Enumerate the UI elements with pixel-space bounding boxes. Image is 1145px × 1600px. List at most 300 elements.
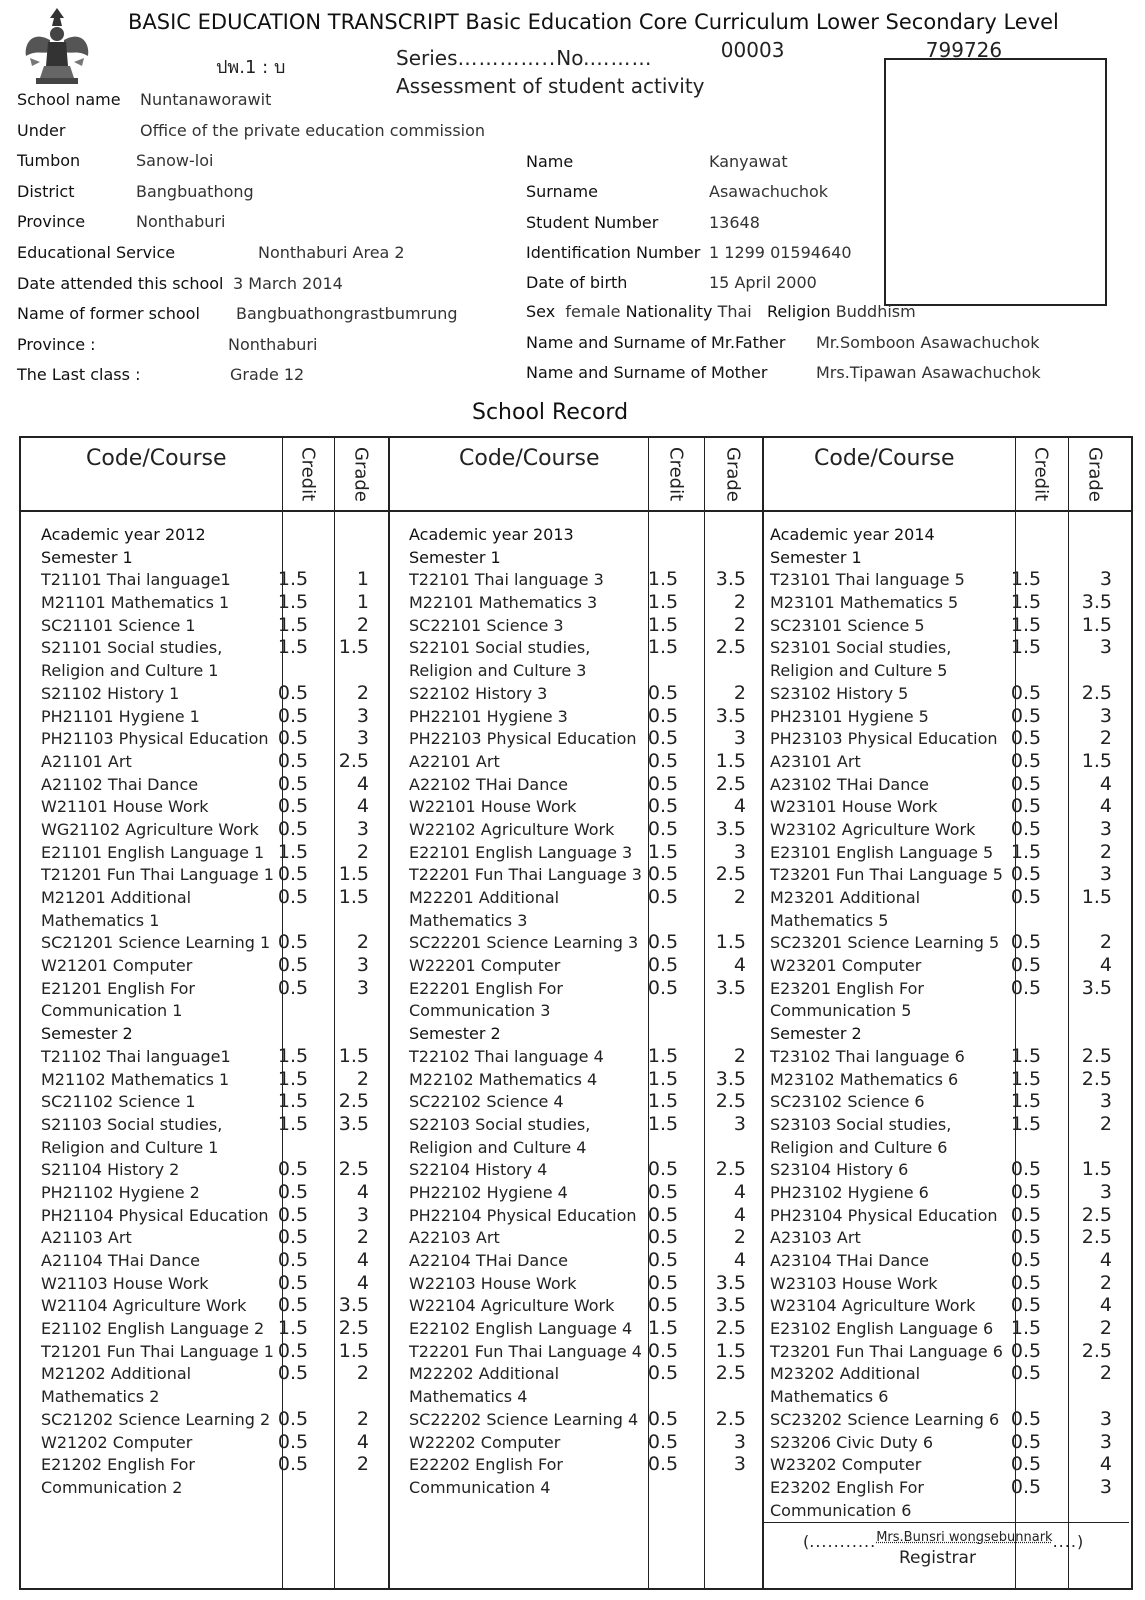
grade-value: 2.5 — [1081, 1226, 1112, 1249]
grade-value: 1 — [356, 591, 369, 614]
grade-value: 3 — [356, 976, 369, 999]
student-info-value: Kanyawat — [709, 152, 788, 171]
course-name: PH22104 Physical Education — [409, 1205, 637, 1225]
student-info-value: 13648 — [709, 213, 760, 232]
student-info-value: 1 1299 01594640 — [709, 243, 852, 262]
school-info-label: Under — [17, 120, 66, 140]
table-row — [409, 683, 759, 706]
table-row — [770, 683, 1125, 706]
table-row — [770, 1250, 1125, 1273]
school-info-label: Tumbon — [17, 151, 81, 171]
table-row — [770, 592, 1125, 615]
header-course-2: Code/Course — [459, 446, 600, 471]
credit-value: 0.5 — [1010, 1339, 1042, 1362]
grade-value: 1.5 — [338, 1044, 369, 1067]
table-row — [770, 1000, 1125, 1023]
course-name: PH22103 Physical Education — [409, 729, 637, 749]
course-name: Mathematics 5 — [770, 910, 889, 930]
grade-value: 3 — [1099, 568, 1112, 591]
course-name: T21201 Fun Thai Language 1 — [41, 865, 274, 885]
credit-value: 0.5 — [1010, 1203, 1042, 1226]
grade-value: 3.5 — [715, 1271, 746, 1294]
credit-value: 0.5 — [277, 1203, 309, 1226]
course-name: T23201 Fun Thai Language 5 — [770, 865, 1003, 885]
credit-value: 0.5 — [277, 727, 309, 750]
table-row — [770, 1091, 1125, 1114]
grade-value: 2 — [733, 1226, 746, 1249]
credit-value: 0.5 — [1010, 795, 1042, 818]
table-row — [409, 1137, 759, 1160]
grade-value: 1.5 — [338, 863, 369, 886]
course-name: A21102 Thai Dance — [41, 774, 199, 794]
school-info-label: Name of former school — [17, 304, 200, 324]
course-name: W22102 Agriculture Work — [409, 819, 615, 839]
credit-value: 0.5 — [647, 1226, 679, 1249]
grade-value: 2 — [1099, 1362, 1112, 1385]
course-name: SC21101 Science 1 — [41, 615, 196, 635]
table-row — [41, 728, 386, 751]
grade-value: 4 — [356, 1271, 369, 1294]
course-name: E21201 English For — [41, 978, 195, 998]
grade-value: 2.5 — [338, 1317, 369, 1340]
grade-value: 1.5 — [715, 931, 746, 954]
course-name: Mathematics 2 — [41, 1387, 160, 1407]
grade-value: 4 — [733, 1180, 746, 1203]
credit-value: 0.5 — [277, 863, 309, 886]
table-row — [41, 1318, 386, 1341]
table-row — [409, 887, 759, 910]
course-name: E22102 English Language 4 — [409, 1319, 633, 1339]
grade-value: 1.5 — [1081, 1158, 1112, 1181]
table-row — [409, 1046, 759, 1069]
table-row — [770, 637, 1125, 660]
credit-value: 0.5 — [1010, 772, 1042, 795]
credit-value: 0.5 — [647, 1453, 679, 1476]
grade-value: 4 — [356, 795, 369, 818]
school-info-value: Bangbuathong — [136, 181, 254, 201]
course-name: S23102 History 5 — [770, 683, 909, 703]
table-row — [41, 1409, 386, 1432]
course-name: W22101 House Work — [409, 797, 577, 817]
grade-value: 2.5 — [715, 1090, 746, 1113]
table-row — [409, 751, 759, 774]
grade-value: 2 — [1099, 840, 1112, 863]
credit-value: 1.5 — [1010, 636, 1042, 659]
credit-value: 0.5 — [1010, 704, 1042, 727]
credit-value: 0.5 — [277, 1453, 309, 1476]
credit-value: 0.5 — [647, 863, 679, 886]
grade-value: 4 — [1099, 1249, 1112, 1271]
table-row — [770, 706, 1125, 729]
table-row — [409, 615, 759, 638]
grade-value: 1.5 — [1081, 749, 1112, 772]
grade-value: 3.5 — [1081, 591, 1112, 614]
school-record-table — [19, 436, 1133, 1590]
grade-value: 3 — [1099, 704, 1112, 727]
course-name: S21104 History 2 — [41, 1160, 180, 1180]
table-row — [409, 774, 759, 797]
course-name: Mathematics 1 — [41, 910, 160, 930]
grade-value: 1.5 — [715, 749, 746, 772]
table-row — [41, 1069, 386, 1092]
grade-value: 2.5 — [1081, 1067, 1112, 1090]
course-name: Mathematics 4 — [409, 1387, 528, 1407]
table-row — [41, 887, 386, 910]
grade-value: 2.5 — [1081, 681, 1112, 704]
credit-value: 1.5 — [1010, 1090, 1042, 1113]
grade-value: 3 — [733, 1430, 746, 1453]
course-name: A23103 Art — [770, 1228, 861, 1248]
course-name: T22102 Thai language 4 — [409, 1046, 604, 1066]
course-name: M23201 Additional — [770, 888, 921, 907]
credit-value: 0.5 — [1010, 1180, 1042, 1203]
grade-value: 2 — [733, 1044, 746, 1067]
grade-value: 4 — [1099, 1453, 1112, 1476]
course-name: Religion and Culture 1 — [41, 661, 219, 681]
course-name: W22104 Agriculture Work — [409, 1296, 615, 1316]
course-name: M21201 Additional — [41, 888, 192, 907]
credit-value: 0.5 — [277, 1180, 309, 1203]
credit-value: 0.5 — [647, 1294, 679, 1317]
year-column-2013 — [409, 524, 759, 1500]
course-name: Communication 3 — [409, 1001, 551, 1021]
table-row — [41, 547, 386, 570]
course-name: T21102 Thai language1 — [41, 1046, 231, 1066]
table-row — [409, 1477, 759, 1500]
course-name: W23101 House Work — [770, 797, 938, 817]
garuda-emblem-icon — [22, 4, 92, 86]
table-row — [409, 1273, 759, 1296]
table-row — [770, 728, 1125, 751]
credit-value: 0.5 — [277, 931, 309, 954]
credit-value: 1.5 — [277, 840, 309, 863]
table-row — [770, 1454, 1125, 1477]
course-name: Religion and Culture 6 — [770, 1137, 948, 1157]
grade-value: 2 — [356, 613, 369, 636]
course-name: T22201 Fun Thai Language 3 — [409, 865, 642, 885]
table-row — [770, 1409, 1125, 1432]
credit-value: 0.5 — [277, 1271, 309, 1294]
header-credit-1: Credit — [297, 446, 319, 502]
credit-value: 1.5 — [1010, 591, 1042, 614]
grade-value: 2 — [733, 591, 746, 614]
course-name: M22202 Additional — [409, 1364, 560, 1384]
school-info-label: The Last class : — [17, 365, 141, 385]
grade-value: 4 — [356, 1180, 369, 1203]
credit-value: 0.5 — [1010, 681, 1042, 704]
table-row — [409, 819, 759, 842]
course-name: S23101 Social studies, — [770, 638, 952, 658]
table-row — [41, 842, 386, 865]
table-row — [409, 728, 759, 751]
grade-value: 2 — [1099, 1271, 1112, 1294]
course-name: Communication 5 — [770, 1001, 912, 1021]
table-row — [770, 1159, 1125, 1182]
header-credit-2: Credit — [665, 446, 687, 502]
grade-value: 3 — [733, 840, 746, 863]
credit-value: 0.5 — [1010, 1453, 1042, 1476]
course-name: E21202 English For — [41, 1455, 195, 1475]
table-row — [770, 1432, 1125, 1455]
table-row — [409, 1182, 759, 1205]
course-name: A22101 Art — [409, 751, 500, 771]
grade-value: 3 — [356, 704, 369, 727]
grade-value: 4 — [733, 1249, 746, 1271]
course-name: Communication 2 — [41, 1477, 183, 1497]
school-info-label: Educational Service — [17, 243, 176, 262]
section-heading: Semester 1 — [770, 547, 862, 567]
credit-value: 0.5 — [1010, 976, 1042, 999]
year-column-2012 — [41, 524, 386, 1500]
no-value: 799726 — [925, 38, 1003, 62]
grade-value: 3.5 — [715, 1294, 746, 1317]
credit-value: 0.5 — [1010, 886, 1042, 908]
course-name: Mathematics 3 — [409, 910, 528, 930]
course-name: A21104 THai Dance — [41, 1251, 200, 1270]
grade-value: 2.5 — [715, 1362, 746, 1385]
course-name: S22102 History 3 — [409, 683, 548, 703]
credit-value: 0.5 — [1010, 1407, 1042, 1430]
table-row — [770, 819, 1125, 842]
table-row — [41, 910, 386, 933]
grade-value: 3.5 — [715, 1067, 746, 1090]
section-heading: Semester 1 — [41, 547, 133, 567]
table-row — [41, 660, 386, 683]
school-info-label: School name — [17, 90, 121, 109]
grade-value: 2.5 — [338, 1158, 369, 1181]
table-row — [770, 978, 1125, 1001]
grade-value: 4 — [733, 954, 746, 977]
course-name: SC22202 Science Learning 4 — [409, 1409, 639, 1429]
credit-value: 0.5 — [1010, 1362, 1042, 1385]
table-row — [770, 660, 1125, 683]
table-row — [409, 569, 759, 592]
table-row — [409, 910, 759, 933]
grade-value: 3 — [1099, 636, 1112, 659]
credit-value: 0.5 — [1010, 749, 1042, 772]
grade-value: 2 — [356, 931, 369, 954]
course-name: W23104 Agriculture Work — [770, 1296, 976, 1316]
grade-value: 3 — [356, 1203, 369, 1226]
section-heading: Academic year 2013 — [409, 525, 574, 544]
table-row — [409, 660, 759, 683]
credit-value: 0.5 — [277, 1158, 309, 1181]
credit-value: 0.5 — [1010, 1226, 1042, 1249]
form-code: ปพ.1 : บ — [216, 57, 286, 78]
course-name: E23202 English For — [770, 1477, 924, 1497]
table-row — [41, 1386, 386, 1409]
credit-value: 0.5 — [1010, 1271, 1042, 1294]
credit-value: 1.5 — [1010, 840, 1042, 863]
table-row — [770, 1114, 1125, 1137]
credit-value: 1.5 — [1010, 1067, 1042, 1090]
table-row — [41, 569, 386, 592]
header-grade-3: Grade — [1084, 446, 1106, 502]
table-row — [770, 1227, 1125, 1250]
grade-value: 3 — [1099, 1430, 1112, 1453]
course-name: SC23101 Science 5 — [770, 615, 925, 635]
credit-value: 1.5 — [277, 1090, 309, 1113]
grade-value: 2 — [1099, 727, 1112, 750]
credit-value: 0.5 — [1010, 1158, 1042, 1181]
grade-value: 3.5 — [715, 568, 746, 591]
course-name: S22104 History 4 — [409, 1160, 548, 1180]
credit-value: 0.5 — [277, 1430, 309, 1453]
course-name: M21101 Mathematics 1 — [41, 593, 230, 613]
table-row — [770, 1341, 1125, 1364]
course-name: PH23101 Hygiene 5 — [770, 706, 929, 726]
grade-value: 3 — [1099, 863, 1112, 886]
registrar-signature: (...........$^{Mrs.Bunsri wongsebunnark}$....) — [803, 1530, 1084, 1551]
parent-value: Mrs.Tipawan Asawachuchok — [816, 363, 1041, 382]
table-row — [770, 1477, 1125, 1500]
credit-value: 1.5 — [1010, 613, 1042, 636]
grade-value: 2.5 — [715, 772, 746, 795]
table-row — [770, 524, 1125, 547]
transcript-title: BASIC EDUCATION TRANSCRIPT Basic Education Core Curriculum Lower Secondary Level — [128, 10, 1059, 34]
course-name: SC23102 Science 6 — [770, 1092, 925, 1112]
table-row — [409, 955, 759, 978]
credit-value: 1.5 — [647, 1044, 679, 1067]
course-name: A23104 THai Dance — [770, 1251, 929, 1270]
student-info-label: Identification Number — [526, 243, 701, 262]
table-row — [41, 615, 386, 638]
credit-value: 1.5 — [277, 591, 309, 614]
course-name: SC21201 Science Learning 1 — [41, 933, 271, 953]
table-row — [409, 1227, 759, 1250]
table-row — [41, 1273, 386, 1296]
school-info-label: Province : — [17, 334, 96, 354]
course-name: SC23201 Science Learning 5 — [770, 933, 1000, 953]
table-row — [41, 1205, 386, 1228]
school-info-value: Grade 12 — [230, 365, 305, 385]
grade-value: 1.5 — [715, 1339, 746, 1362]
school-info-value: Nonthaburi Area 2 — [258, 243, 405, 262]
grade-value: 2.5 — [1081, 1044, 1112, 1067]
credit-value: 0.5 — [277, 1362, 309, 1385]
course-name: A23102 THai Dance — [770, 774, 929, 794]
student-info-value: Asawachuchok — [709, 182, 829, 201]
school-info-label: Date attended this school — [17, 273, 224, 293]
credit-value: 0.5 — [277, 886, 309, 908]
grade-value: 2 — [356, 1407, 369, 1430]
table-row — [409, 1363, 759, 1386]
grade-value: 3 — [1099, 1407, 1112, 1430]
course-name: Religion and Culture 1 — [41, 1137, 219, 1157]
course-name: E23102 English Language 6 — [770, 1319, 994, 1339]
grade-value: 3 — [1099, 1090, 1112, 1113]
table-row — [770, 887, 1125, 910]
credit-value: 0.5 — [647, 681, 679, 704]
credit-value: 0.5 — [647, 1180, 679, 1203]
credit-value: 0.5 — [277, 1249, 309, 1271]
course-name: W21202 Computer — [41, 1432, 193, 1452]
credit-value: 1.5 — [277, 1067, 309, 1090]
credit-value: 0.5 — [1010, 863, 1042, 886]
course-name: WG21102 Agriculture Work — [41, 819, 259, 839]
table-row — [41, 1341, 386, 1364]
table-row — [409, 1432, 759, 1455]
table-row — [770, 1182, 1125, 1205]
registrar-name: Mrs.Bunsri wongsebunnark — [876, 1530, 1053, 1545]
table-row — [41, 592, 386, 615]
credit-value: 0.5 — [647, 817, 679, 840]
course-name: M21202 Additional — [41, 1364, 192, 1384]
course-name: SC21102 Science 1 — [41, 1092, 196, 1112]
grade-value: 2.5 — [338, 1090, 369, 1113]
course-name: W23102 Agriculture Work — [770, 819, 976, 839]
grade-value: 4 — [733, 795, 746, 818]
credit-value: 0.5 — [1010, 931, 1042, 954]
credit-value: 0.5 — [647, 1271, 679, 1294]
credit-value: 0.5 — [277, 795, 309, 818]
table-row — [41, 1250, 386, 1273]
course-name: PH23104 Physical Education — [770, 1205, 998, 1225]
school-info-value: Nonthaburi — [228, 334, 318, 354]
grade-value: 2.5 — [715, 1407, 746, 1430]
credit-value: 0.5 — [277, 976, 309, 999]
grade-value: 1 — [356, 568, 369, 591]
course-name: PH22101 Hygiene 3 — [409, 706, 568, 726]
course-name: A22104 THai Dance — [409, 1251, 568, 1270]
parent-value: Mr.Somboon Asawachuchok — [816, 333, 1040, 352]
school-info-value: Sanow-loi — [136, 151, 214, 171]
table-row — [409, 1341, 759, 1364]
course-name: W22201 Computer — [409, 956, 561, 976]
student-info-value: 15 April 2000 — [709, 273, 817, 292]
course-name: PH21101 Hygiene 1 — [41, 706, 200, 726]
table-row — [770, 864, 1125, 887]
credit-value: 1.5 — [277, 568, 309, 591]
credit-value: 0.5 — [277, 1226, 309, 1249]
student-info-label: Name — [526, 152, 574, 171]
course-name: S21103 Social studies, — [41, 1114, 223, 1134]
course-name: A21103 Art — [41, 1228, 132, 1248]
table-row — [41, 1454, 386, 1477]
grade-value: 4 — [356, 1249, 369, 1271]
table-row — [770, 1295, 1125, 1318]
course-name: E21102 English Language 2 — [41, 1319, 265, 1339]
course-name: SC22102 Science 4 — [409, 1092, 564, 1112]
header-credit-3: Credit — [1030, 446, 1052, 502]
credit-value: 1.5 — [277, 1112, 309, 1135]
credit-value: 1.5 — [647, 1112, 679, 1135]
table-row — [41, 1159, 386, 1182]
section-heading: Semester 1 — [409, 547, 501, 567]
credit-value: 0.5 — [647, 1407, 679, 1430]
credit-value: 0.5 — [1010, 1430, 1042, 1453]
grade-value: 3.5 — [338, 1294, 369, 1317]
table-row — [770, 910, 1125, 933]
table-row — [770, 1069, 1125, 1092]
course-name: A22103 Art — [409, 1228, 500, 1248]
table-row — [409, 706, 759, 729]
credit-value: 0.5 — [647, 704, 679, 727]
credit-value: 1.5 — [1010, 1112, 1042, 1135]
credit-value: 1.5 — [647, 840, 679, 863]
grade-value: 3.5 — [715, 704, 746, 727]
registrar-title: Registrar — [899, 1548, 976, 1568]
credit-value: 1.5 — [647, 1090, 679, 1113]
course-name: PH22102 Hygiene 4 — [409, 1182, 568, 1202]
credit-value: 0.5 — [1010, 1475, 1042, 1498]
table-row — [41, 1295, 386, 1318]
table-row — [770, 796, 1125, 819]
course-name: E22201 English For — [409, 978, 563, 998]
grade-value: 3 — [356, 727, 369, 750]
course-name: W22202 Computer — [409, 1432, 561, 1452]
table-row — [41, 706, 386, 729]
